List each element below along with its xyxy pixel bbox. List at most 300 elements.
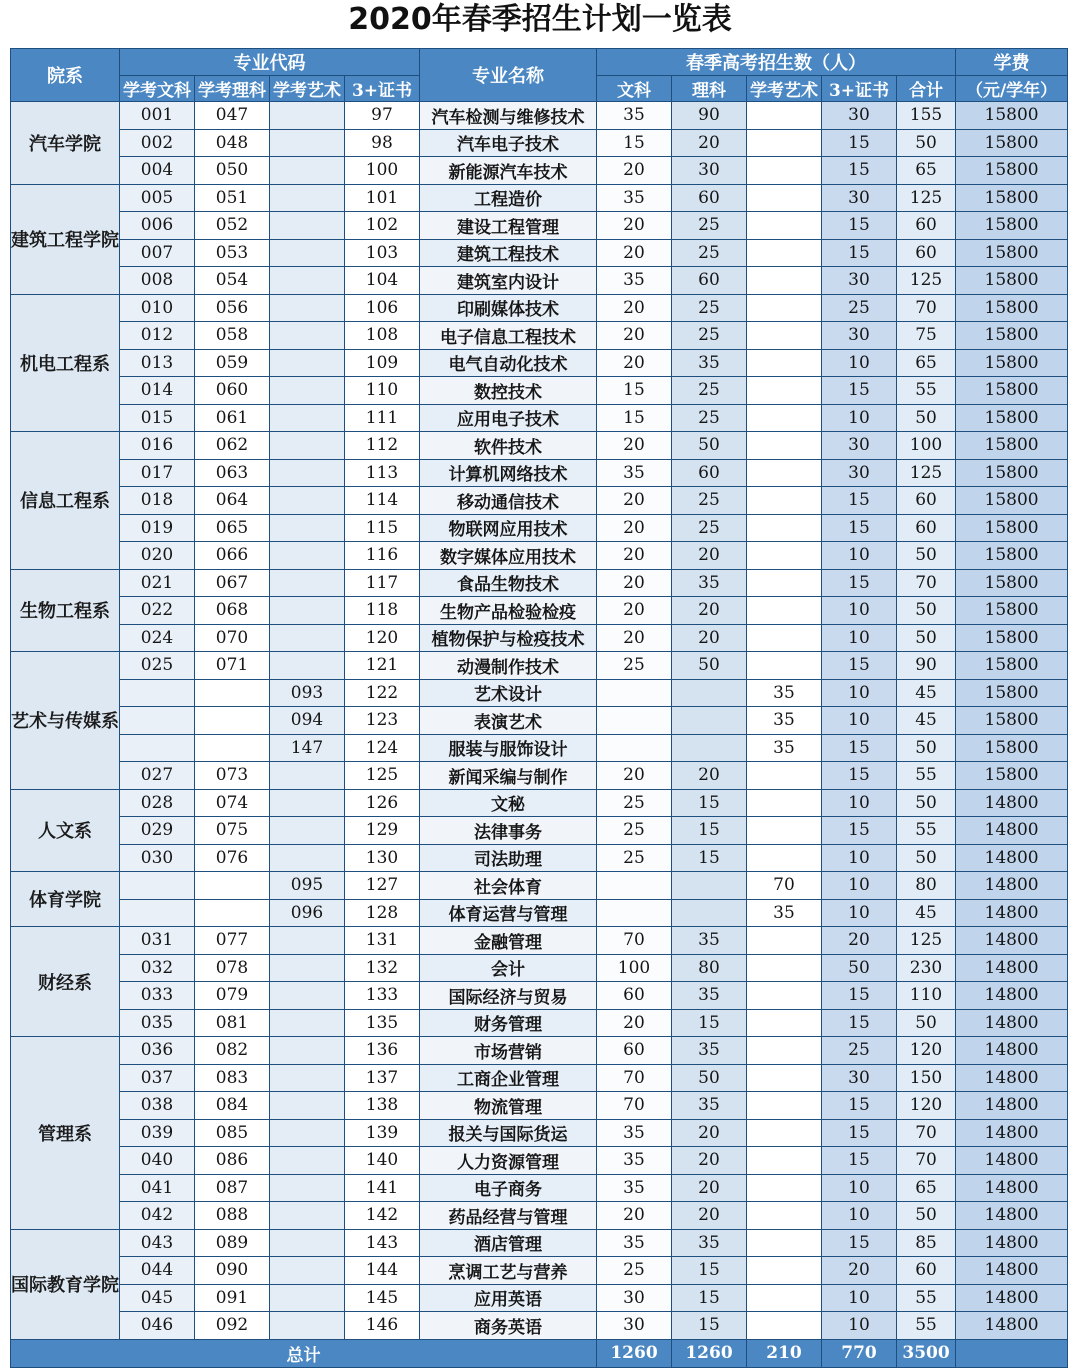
count-like-cell: 35 (672, 1037, 747, 1065)
count-art-cell (747, 102, 822, 130)
table-row (11, 102, 1068, 130)
code-wenke-cell: 016 (120, 432, 195, 460)
count-wenke-cell: 25 (597, 1257, 672, 1285)
table-row (11, 157, 1068, 185)
code-art-cell (270, 844, 345, 872)
count-like-cell (672, 679, 747, 707)
table-row (11, 954, 1068, 982)
count-like-cell: 20 (672, 597, 747, 625)
code-wenke-cell: 020 (120, 542, 195, 570)
count-total-cell: 60 (897, 1257, 956, 1285)
count-wenke-cell (597, 734, 672, 762)
code-cert-cell: 117 (345, 569, 420, 597)
code-art-cell (270, 1064, 345, 1092)
code-like-cell: 083 (195, 1064, 270, 1092)
code-art-cell: 147 (270, 734, 345, 762)
table-body (11, 102, 1068, 1340)
count-wenke-cell: 30 (597, 1284, 672, 1312)
fee-cell: 15800 (956, 349, 1068, 377)
table-row (11, 927, 1068, 955)
code-cert-cell: 113 (345, 459, 420, 487)
header-fee: 学费 (956, 49, 1068, 76)
count-like-cell: 15 (672, 817, 747, 845)
code-like-cell: 077 (195, 927, 270, 955)
count-art-cell: 35 (747, 679, 822, 707)
major-name-cell: 药品经营与管理 (420, 1202, 597, 1230)
code-art-cell (270, 267, 345, 295)
header-code-art: 学考艺术 (270, 76, 345, 102)
fee-cell: 14800 (956, 1037, 1068, 1065)
table-row (11, 129, 1068, 157)
code-wenke-cell: 021 (120, 569, 195, 597)
code-like-cell: 067 (195, 569, 270, 597)
code-like-cell (195, 734, 270, 762)
major-name-cell: 电子信息工程技术 (420, 322, 597, 350)
table-row (11, 1064, 1068, 1092)
fee-cell: 15800 (956, 432, 1068, 460)
code-wenke-cell: 040 (120, 1147, 195, 1175)
major-name-cell: 金融管理 (420, 927, 597, 955)
count-total-cell: 80 (897, 872, 956, 900)
code-art-cell (270, 404, 345, 432)
total-wenke: 1260 (597, 1339, 672, 1367)
major-name-cell: 建筑室内设计 (420, 267, 597, 295)
count-wenke-cell (597, 707, 672, 735)
count-like-cell: 20 (672, 624, 747, 652)
code-wenke-cell: 025 (120, 652, 195, 680)
count-total-cell: 50 (897, 1009, 956, 1037)
count-cert-cell: 10 (822, 1312, 897, 1340)
count-cert-cell: 50 (822, 954, 897, 982)
count-like-cell: 20 (672, 1147, 747, 1175)
count-art-cell: 35 (747, 734, 822, 762)
table-footer (11, 1339, 1068, 1367)
code-cert-cell: 118 (345, 597, 420, 625)
table-row (11, 899, 1068, 927)
count-wenke-cell (597, 679, 672, 707)
code-wenke-cell: 022 (120, 597, 195, 625)
page-title: 2020年春季招生计划一览表 (348, 2, 732, 37)
code-cert-cell: 116 (345, 542, 420, 570)
code-cert-cell: 124 (345, 734, 420, 762)
code-like-cell: 079 (195, 982, 270, 1010)
count-like-cell: 15 (672, 844, 747, 872)
count-art-cell (747, 157, 822, 185)
header-fee-unit: （元/学年） (956, 76, 1068, 102)
header-count-like: 理科 (672, 76, 747, 102)
code-art-cell (270, 322, 345, 350)
code-art-cell (270, 652, 345, 680)
count-art-cell (747, 294, 822, 322)
major-name-cell: 司法助理 (420, 844, 597, 872)
code-wenke-cell: 036 (120, 1037, 195, 1065)
table-row (11, 679, 1068, 707)
count-like-cell: 20 (672, 1174, 747, 1202)
fee-cell: 14800 (956, 1229, 1068, 1257)
code-wenke-cell: 042 (120, 1202, 195, 1230)
code-cert-cell: 143 (345, 1229, 420, 1257)
code-cert-cell: 142 (345, 1202, 420, 1230)
table-row (11, 1202, 1068, 1230)
major-name-cell: 新闻采编与制作 (420, 762, 597, 790)
code-art-cell (270, 459, 345, 487)
code-like-cell: 056 (195, 294, 270, 322)
code-cert-cell: 146 (345, 1312, 420, 1340)
count-total-cell: 70 (897, 1119, 956, 1147)
code-wenke-cell (120, 899, 195, 927)
count-like-cell: 25 (672, 212, 747, 240)
code-cert-cell: 130 (345, 844, 420, 872)
code-art-cell (270, 1284, 345, 1312)
code-cert-cell: 133 (345, 982, 420, 1010)
count-art-cell (747, 1284, 822, 1312)
fee-cell: 14800 (956, 1174, 1068, 1202)
total-art: 210 (747, 1339, 822, 1367)
header-code-group: 专业代码 (120, 49, 420, 76)
fee-cell: 14800 (956, 1312, 1068, 1340)
code-cert-cell: 141 (345, 1174, 420, 1202)
code-art-cell (270, 487, 345, 515)
code-cert-cell: 100 (345, 157, 420, 185)
fee-cell: 14800 (956, 1147, 1068, 1175)
code-cert-cell: 138 (345, 1092, 420, 1120)
count-total-cell: 150 (897, 1064, 956, 1092)
table-row (11, 1119, 1068, 1147)
fee-cell: 14800 (956, 1092, 1068, 1120)
code-wenke-cell: 028 (120, 789, 195, 817)
code-like-cell: 092 (195, 1312, 270, 1340)
fee-cell: 14800 (956, 982, 1068, 1010)
count-wenke-cell: 60 (597, 982, 672, 1010)
code-like-cell: 087 (195, 1174, 270, 1202)
department-name: 国际教育学院 (11, 1229, 120, 1339)
major-name-cell: 艺术设计 (420, 679, 597, 707)
table-row (11, 872, 1068, 900)
code-like-cell: 075 (195, 817, 270, 845)
count-art-cell (747, 404, 822, 432)
table-row (11, 734, 1068, 762)
count-wenke-cell (597, 872, 672, 900)
fee-cell: 14800 (956, 927, 1068, 955)
total-label: 总计 (11, 1339, 597, 1367)
count-cert-cell: 15 (822, 1229, 897, 1257)
code-like-cell: 074 (195, 789, 270, 817)
count-total-cell: 75 (897, 322, 956, 350)
count-art-cell (747, 542, 822, 570)
code-wenke-cell: 039 (120, 1119, 195, 1147)
code-wenke-cell: 033 (120, 982, 195, 1010)
code-cert-cell: 108 (345, 322, 420, 350)
major-name-cell: 电气自动化技术 (420, 349, 597, 377)
table-row (11, 542, 1068, 570)
header-count-cert: 3+证书 (822, 76, 897, 102)
fee-cell: 14800 (956, 1119, 1068, 1147)
header-dept: 院系 (11, 49, 120, 102)
table-row (11, 1092, 1068, 1120)
count-art-cell (747, 1229, 822, 1257)
fee-cell: 15800 (956, 102, 1068, 130)
department-name: 人文系 (11, 789, 120, 872)
count-cert-cell: 10 (822, 844, 897, 872)
count-total-cell: 50 (897, 789, 956, 817)
count-art-cell (747, 1257, 822, 1285)
code-art-cell (270, 1202, 345, 1230)
header-count-total: 合计 (897, 76, 956, 102)
table-row (11, 459, 1068, 487)
count-like-cell: 20 (672, 1202, 747, 1230)
code-art-cell (270, 514, 345, 542)
table-row (11, 294, 1068, 322)
count-like-cell (672, 734, 747, 762)
count-wenke-cell: 35 (597, 1119, 672, 1147)
code-wenke-cell (120, 734, 195, 762)
table-row (11, 1147, 1068, 1175)
fee-cell: 15800 (956, 569, 1068, 597)
count-art-cell (747, 239, 822, 267)
table-row (11, 844, 1068, 872)
major-name-cell: 体育运营与管理 (420, 899, 597, 927)
code-wenke-cell: 015 (120, 404, 195, 432)
count-art-cell (747, 432, 822, 460)
code-like-cell: 060 (195, 377, 270, 405)
code-wenke-cell: 029 (120, 817, 195, 845)
count-wenke-cell: 20 (597, 1009, 672, 1037)
code-like-cell: 089 (195, 1229, 270, 1257)
fee-cell: 15800 (956, 129, 1068, 157)
major-name-cell: 烹调工艺与营养 (420, 1257, 597, 1285)
count-like-cell: 60 (672, 267, 747, 295)
count-art-cell (747, 514, 822, 542)
fee-cell: 15800 (956, 377, 1068, 405)
major-name-cell: 数字媒体应用技术 (420, 542, 597, 570)
count-like-cell: 50 (672, 1064, 747, 1092)
code-like-cell: 076 (195, 844, 270, 872)
code-art-cell (270, 817, 345, 845)
fee-cell: 14800 (956, 1257, 1068, 1285)
fee-cell: 14800 (956, 789, 1068, 817)
code-art-cell (270, 212, 345, 240)
code-art-cell (270, 1174, 345, 1202)
major-name-cell: 文秘 (420, 789, 597, 817)
count-art-cell (747, 184, 822, 212)
major-name-cell: 汽车检测与维修技术 (420, 102, 597, 130)
code-wenke-cell: 044 (120, 1257, 195, 1285)
count-total-cell: 50 (897, 404, 956, 432)
count-art-cell (747, 322, 822, 350)
count-cert-cell: 15 (822, 569, 897, 597)
count-cert-cell: 10 (822, 349, 897, 377)
count-art-cell (747, 762, 822, 790)
code-cert-cell: 132 (345, 954, 420, 982)
count-total-cell: 50 (897, 129, 956, 157)
count-cert-cell: 15 (822, 212, 897, 240)
count-cert-cell: 10 (822, 789, 897, 817)
code-like-cell: 091 (195, 1284, 270, 1312)
table-row (11, 569, 1068, 597)
code-like-cell: 088 (195, 1202, 270, 1230)
department-name: 体育学院 (11, 872, 120, 927)
table-row (11, 1174, 1068, 1202)
table-row (11, 514, 1068, 542)
code-like-cell (195, 899, 270, 927)
code-wenke-cell: 018 (120, 487, 195, 515)
code-art-cell (270, 789, 345, 817)
total-like: 1260 (672, 1339, 747, 1367)
count-cert-cell: 15 (822, 377, 897, 405)
code-cert-cell: 112 (345, 432, 420, 460)
count-cert-cell: 25 (822, 1037, 897, 1065)
count-wenke-cell: 20 (597, 294, 672, 322)
code-art-cell (270, 129, 345, 157)
table-row (11, 1229, 1068, 1257)
code-like-cell: 058 (195, 322, 270, 350)
department-name: 建筑工程学院 (11, 184, 120, 294)
code-cert-cell: 123 (345, 707, 420, 735)
major-name-cell: 建设工程管理 (420, 212, 597, 240)
header-count-art: 学考艺术 (747, 76, 822, 102)
code-art-cell (270, 542, 345, 570)
table-row (11, 239, 1068, 267)
count-total-cell: 55 (897, 1284, 956, 1312)
count-art-cell (747, 1119, 822, 1147)
table-row (11, 349, 1068, 377)
code-art-cell (270, 982, 345, 1010)
count-wenke-cell: 20 (597, 762, 672, 790)
code-art-cell (270, 1257, 345, 1285)
table-row (11, 1037, 1068, 1065)
code-like-cell: 073 (195, 762, 270, 790)
table-row (11, 789, 1068, 817)
count-like-cell (672, 899, 747, 927)
fee-cell: 14800 (956, 1064, 1068, 1092)
header-major-name: 专业名称 (420, 49, 597, 102)
count-cert-cell: 15 (822, 1009, 897, 1037)
count-total-cell: 45 (897, 679, 956, 707)
count-cert-cell: 15 (822, 1119, 897, 1147)
count-cert-cell: 10 (822, 1284, 897, 1312)
count-cert-cell: 15 (822, 129, 897, 157)
major-name-cell: 电子商务 (420, 1174, 597, 1202)
count-total-cell: 125 (897, 267, 956, 295)
code-art-cell: 096 (270, 899, 345, 927)
fee-cell: 15800 (956, 624, 1068, 652)
count-cert-cell: 15 (822, 762, 897, 790)
count-art-cell (747, 569, 822, 597)
count-wenke-cell: 100 (597, 954, 672, 982)
major-name-cell: 应用英语 (420, 1284, 597, 1312)
code-art-cell (270, 377, 345, 405)
count-cert-cell: 15 (822, 982, 897, 1010)
major-name-cell: 社会体育 (420, 872, 597, 900)
count-like-cell: 60 (672, 459, 747, 487)
count-cert-cell: 15 (822, 239, 897, 267)
major-name-cell: 物联网应用技术 (420, 514, 597, 542)
table-row (11, 1284, 1068, 1312)
code-wenke-cell: 043 (120, 1229, 195, 1257)
count-total-cell: 50 (897, 542, 956, 570)
count-wenke-cell: 70 (597, 1064, 672, 1092)
major-name-cell: 报关与国际货运 (420, 1119, 597, 1147)
code-wenke-cell: 038 (120, 1092, 195, 1120)
count-total-cell: 65 (897, 349, 956, 377)
fee-cell: 14800 (956, 817, 1068, 845)
code-wenke-cell: 027 (120, 762, 195, 790)
code-like-cell: 054 (195, 267, 270, 295)
code-like-cell: 050 (195, 157, 270, 185)
code-cert-cell: 101 (345, 184, 420, 212)
count-wenke-cell: 25 (597, 652, 672, 680)
count-art-cell (747, 597, 822, 625)
major-name-cell: 工程造价 (420, 184, 597, 212)
code-like-cell: 051 (195, 184, 270, 212)
fee-cell: 14800 (956, 872, 1068, 900)
count-cert-cell: 10 (822, 872, 897, 900)
code-like-cell: 065 (195, 514, 270, 542)
code-art-cell (270, 927, 345, 955)
code-wenke-cell (120, 679, 195, 707)
count-wenke-cell: 20 (597, 1202, 672, 1230)
code-cert-cell: 110 (345, 377, 420, 405)
fee-cell: 15800 (956, 459, 1068, 487)
count-art-cell (747, 1147, 822, 1175)
code-wenke-cell (120, 707, 195, 735)
count-like-cell: 25 (672, 404, 747, 432)
code-cert-cell: 104 (345, 267, 420, 295)
code-art-cell (270, 1147, 345, 1175)
fee-cell: 14800 (956, 844, 1068, 872)
count-cert-cell: 30 (822, 1064, 897, 1092)
count-like-cell: 20 (672, 129, 747, 157)
count-cert-cell: 10 (822, 597, 897, 625)
count-like-cell: 25 (672, 322, 747, 350)
count-total-cell: 60 (897, 239, 956, 267)
code-cert-cell: 120 (345, 624, 420, 652)
count-cert-cell: 10 (822, 899, 897, 927)
fee-cell: 15800 (956, 734, 1068, 762)
code-art-cell: 095 (270, 872, 345, 900)
count-art-cell (747, 1037, 822, 1065)
code-cert-cell: 127 (345, 872, 420, 900)
count-total-cell: 50 (897, 734, 956, 762)
major-name-cell: 建筑工程技术 (420, 239, 597, 267)
code-like-cell (195, 872, 270, 900)
code-art-cell (270, 762, 345, 790)
count-total-cell: 60 (897, 514, 956, 542)
fee-cell: 15800 (956, 514, 1068, 542)
count-cert-cell: 30 (822, 322, 897, 350)
count-wenke-cell: 20 (597, 349, 672, 377)
code-like-cell: 064 (195, 487, 270, 515)
code-wenke-cell: 012 (120, 322, 195, 350)
header-code-like: 学考理科 (195, 76, 270, 102)
header-count-wenke: 文科 (597, 76, 672, 102)
count-cert-cell: 30 (822, 102, 897, 130)
count-like-cell: 35 (672, 1229, 747, 1257)
header-count-group: 春季高考招生数（人） (597, 49, 956, 76)
count-wenke-cell: 25 (597, 817, 672, 845)
code-like-cell: 047 (195, 102, 270, 130)
code-wenke-cell: 046 (120, 1312, 195, 1340)
count-like-cell: 15 (672, 1284, 747, 1312)
table-row (11, 184, 1068, 212)
code-cert-cell: 145 (345, 1284, 420, 1312)
count-cert-cell: 10 (822, 542, 897, 570)
count-cert-cell: 30 (822, 432, 897, 460)
department-name: 财经系 (11, 927, 120, 1037)
code-art-cell (270, 1312, 345, 1340)
count-art-cell (747, 844, 822, 872)
code-art-cell (270, 1119, 345, 1147)
